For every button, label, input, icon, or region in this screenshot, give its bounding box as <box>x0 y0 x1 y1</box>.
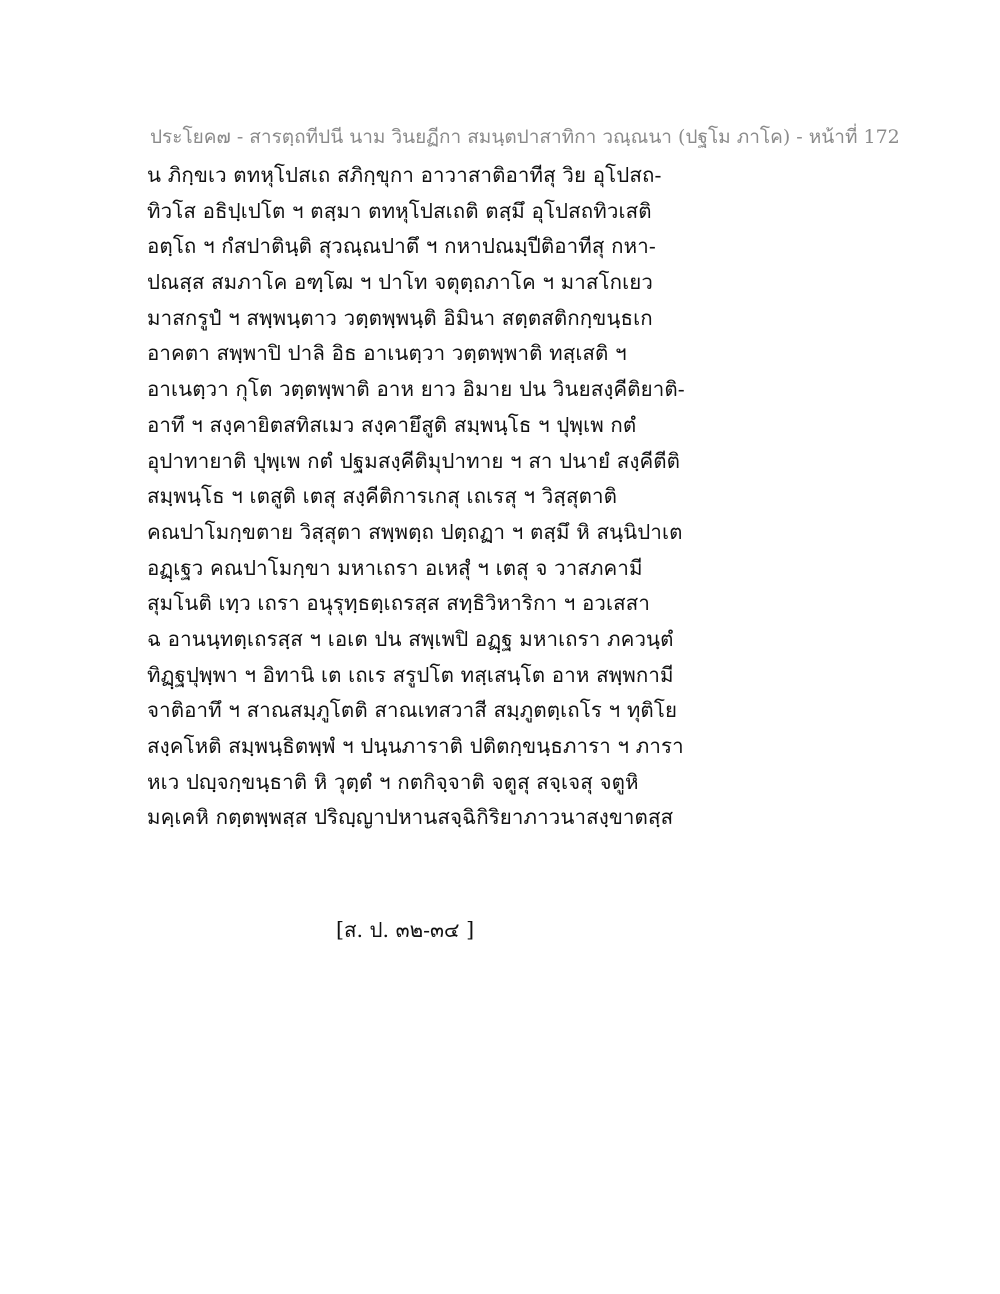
text-line: สมฺพนฺโธ ฯ เตสูติ เตสุ สงฺคีติการเกสุ เถเรสุ ฯ วิสฺสุตาติ <box>147 484 618 509</box>
page-header: ประโยค๗ - สารตฺถทีปนี นาม วินยฏีกา สมนฺตปาสาทิกา วณฺณนา (ปฐโม ภาโค) - หน้าที่ 172 <box>150 126 900 148</box>
text-line: ปณสฺส สมภาโค อฑฺโฒ ฯ ปาโท จตุตฺถภาโค ฯ มาสโกเยว <box>147 270 653 295</box>
text-line: อาคตา สพฺพาปิ ปาลิ อิธ อาเนตฺวา วตฺตพฺพาติ ทสฺเสติ ฯ <box>147 341 627 366</box>
text-line: คณปาโมกฺขตาย วิสฺสุตา สพฺพตฺถ ปตฺถฏา ฯ ตสฺมึ หิ สนฺนิปาเต <box>147 519 683 544</box>
text-line: ทิฏฺฐปุพฺพา ฯ อิทานิ เต เถเร สรูปโต ทสฺเสนฺโต อาห สพฺพกามี <box>147 662 674 687</box>
text-line: อตฺโถ ฯ กํสปาตินฺติ สุวณฺณปาตึ ฯ กหาปณมฺปีติอาทีสุ กหา- <box>147 234 656 259</box>
text-line: ฉ อานนฺทตฺเถรสฺส ฯ เอเต ปน สพฺเพปิ อฏฺฐ มหาเถรา ภควนฺตํ <box>147 626 674 651</box>
text-line: หเว ปญฺจกฺขนฺธาติ หิ วุตฺตํ ฯ กตกิจฺจาติ จตูสุ สจฺเจสุ จตูหิ <box>147 769 639 794</box>
body-text <box>147 158 687 836</box>
text-line: มคฺเคหิ กตฺตพฺพสฺส ปริญฺญาปหานสจฺฉิกิริยาภาวนาสงฺขาตสฺส <box>147 805 674 830</box>
text-line: อฏฺเฐว คณปาโมกฺขา มหาเถรา อเหสุํ ฯ เตสุ จ วาสภคามี <box>147 555 643 580</box>
text-line: อาทึ ฯ สงฺคายิตสทิสเมว สงฺคายึสูติ สมฺพนฺโธ ฯ ปุพฺเพ กตํ <box>147 412 637 437</box>
source-reference: [ส. ป. ๓๒-๓๔ ] <box>336 918 475 942</box>
text-line: สุมโนติ เทฺว เถรา อนุรุทฺธตฺเถรสฺส สทฺธิวิหาริกา ฯ อวเสสา <box>147 591 650 616</box>
text-line: อาเนตฺวา กุโต วตฺตพฺพาติ อาห ยาว อิมาย ปน วินยสงฺคีติยาติ- <box>147 377 685 402</box>
text-line: ทิวโส อธิปฺเปโต ฯ ตสฺมา ตทหุโปสเถติ ตสฺมึ อุโปสถทิวเสติ <box>147 198 652 223</box>
text-line: จาติอาทึ ฯ สาณสมฺภูโตติ สาณเทสวาสี สมฺภูตตฺเถโร ฯ ทุติโย <box>147 698 678 723</box>
text-line: อุปาทายาติ ปุพฺเพ กตํ ปฐมสงฺคีติมุปาทาย ฯ สา ปนายํ สงฺคีตีติ <box>147 448 681 473</box>
text-line: สงฺคโหติ สมฺพนฺธิตพฺพํ ฯ ปนฺนภาราติ ปติตกฺขนฺธภารา ฯ ภารา <box>147 734 684 758</box>
text-line: มาสกรูปํ ฯ สพฺพนฺตาว วตฺตพฺพนฺติ อิมินา สตฺตสติกกฺขนฺธเก <box>147 305 653 330</box>
text-line: น ภิกฺขเว ตทหุโปสเถ สภิกฺขุกา อาวาสาติอาทีสุ วิย อุโปสถ- <box>147 163 662 187</box>
